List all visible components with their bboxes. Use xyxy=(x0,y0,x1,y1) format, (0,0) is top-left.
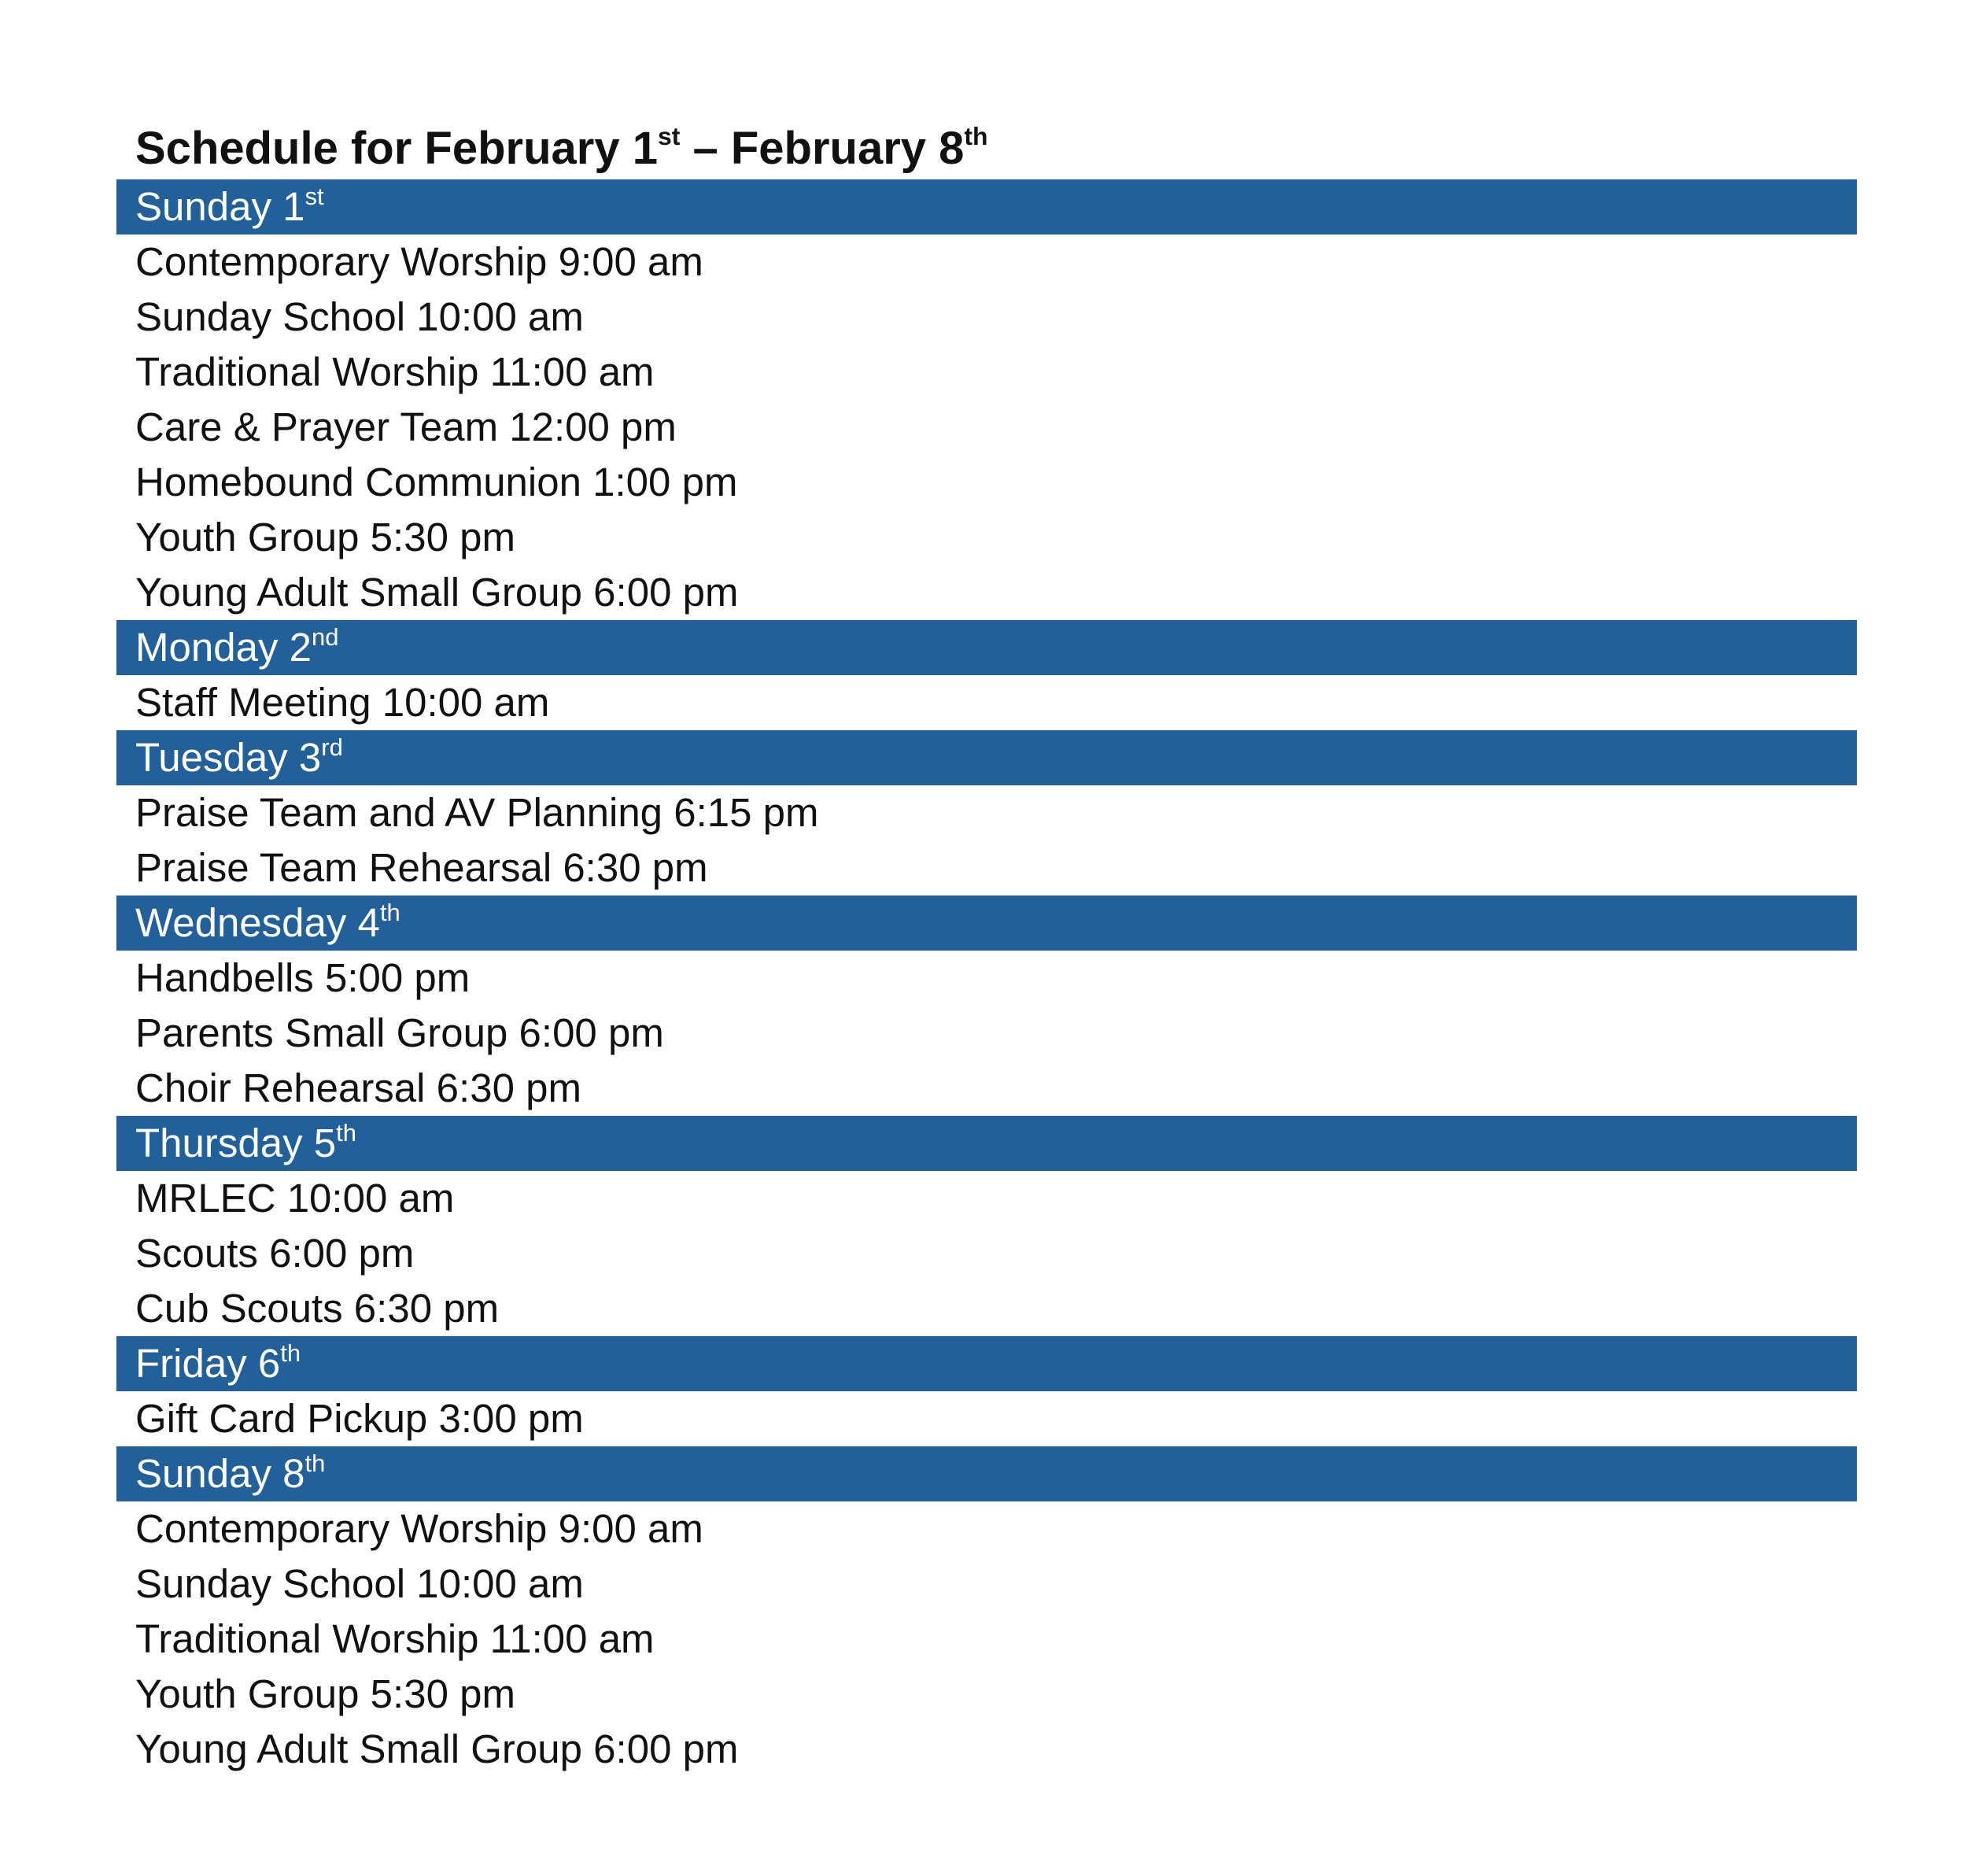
day-header xyxy=(116,730,1857,785)
event-item: Staff Meeting 10:00 am xyxy=(135,680,550,725)
title-start-ordinal: st xyxy=(657,122,681,151)
event-item: Sunday School 10:00 am xyxy=(135,1561,584,1606)
day-name: Thursday 5 xyxy=(135,1121,337,1165)
day-ordinal: nd xyxy=(311,623,339,651)
schedule-title xyxy=(116,118,1857,179)
event-item: MRLEC 10:00 am xyxy=(135,1176,455,1221)
day-section-friday-6 xyxy=(116,1336,1857,1446)
day-ordinal: th xyxy=(336,1119,356,1147)
day-section-thursday-5 xyxy=(116,1116,1857,1336)
title-prefix: Schedule for February 1 xyxy=(135,123,658,174)
schedule-page xyxy=(116,118,1857,1777)
event-list xyxy=(116,1391,1857,1446)
event-item: Sunday School 10:00 am xyxy=(135,294,584,339)
event-item: Cub Scouts 6:30 pm xyxy=(135,1286,500,1331)
day-ordinal: th xyxy=(379,899,400,926)
event-item: Young Adult Small Group 6:00 pm xyxy=(135,570,739,615)
event-list xyxy=(116,1501,1857,1777)
event-item: Homebound Communion 1:00 pm xyxy=(135,460,738,504)
day-ordinal: th xyxy=(280,1339,301,1367)
event-item: Handbells 5:00 pm xyxy=(135,955,471,1000)
day-header xyxy=(116,620,1857,675)
event-item: Praise Team Rehearsal 6:30 pm xyxy=(135,845,708,890)
title-middle: – February 8 xyxy=(680,123,965,174)
day-ordinal: st xyxy=(304,183,324,210)
day-ordinal: rd xyxy=(321,733,343,761)
day-name: Sunday 1 xyxy=(135,184,305,229)
day-header xyxy=(116,1336,1857,1391)
event-list xyxy=(116,675,1857,730)
event-item: Choir Rehearsal 6:30 pm xyxy=(135,1065,581,1110)
title-end-ordinal: th xyxy=(964,122,988,151)
day-name: Tuesday 3 xyxy=(135,735,322,780)
day-section-sunday-8 xyxy=(116,1446,1857,1777)
event-item: Youth Group 5:30 pm xyxy=(135,515,515,559)
event-item: Contemporary Worship 9:00 am xyxy=(135,239,703,284)
day-name: Friday 6 xyxy=(135,1341,281,1386)
day-section-sunday-1 xyxy=(116,179,1857,620)
day-header xyxy=(116,1446,1857,1501)
day-section-wednesday-4 xyxy=(116,896,1857,1116)
event-item: Traditional Worship 11:00 am xyxy=(135,1616,655,1661)
event-item: Scouts 6:00 pm xyxy=(135,1231,415,1276)
event-item: Traditional Worship 11:00 am xyxy=(135,349,655,394)
event-item: Parents Small Group 6:00 pm xyxy=(135,1010,664,1055)
event-item: Gift Card Pickup 3:00 pm xyxy=(135,1396,584,1441)
event-list xyxy=(116,785,1857,896)
event-item: Contemporary Worship 9:00 am xyxy=(135,1506,703,1551)
day-header xyxy=(116,1116,1857,1171)
day-name: Wednesday 4 xyxy=(135,900,380,945)
event-list xyxy=(116,1171,1857,1336)
event-item: Youth Group 5:30 pm xyxy=(135,1671,515,1716)
day-header xyxy=(116,179,1857,234)
event-list xyxy=(116,234,1857,620)
event-item: Young Adult Small Group 6:00 pm xyxy=(135,1726,739,1771)
day-section-monday-2 xyxy=(116,620,1857,730)
event-item: Care & Prayer Team 12:00 pm xyxy=(135,404,677,449)
day-section-tuesday-3 xyxy=(116,730,1857,896)
day-name: Monday 2 xyxy=(135,625,312,670)
day-name: Sunday 8 xyxy=(135,1451,305,1496)
event-item: Praise Team and AV Planning 6:15 pm xyxy=(135,790,819,835)
day-header xyxy=(116,896,1857,951)
day-ordinal: th xyxy=(304,1449,326,1477)
event-list xyxy=(116,951,1857,1116)
